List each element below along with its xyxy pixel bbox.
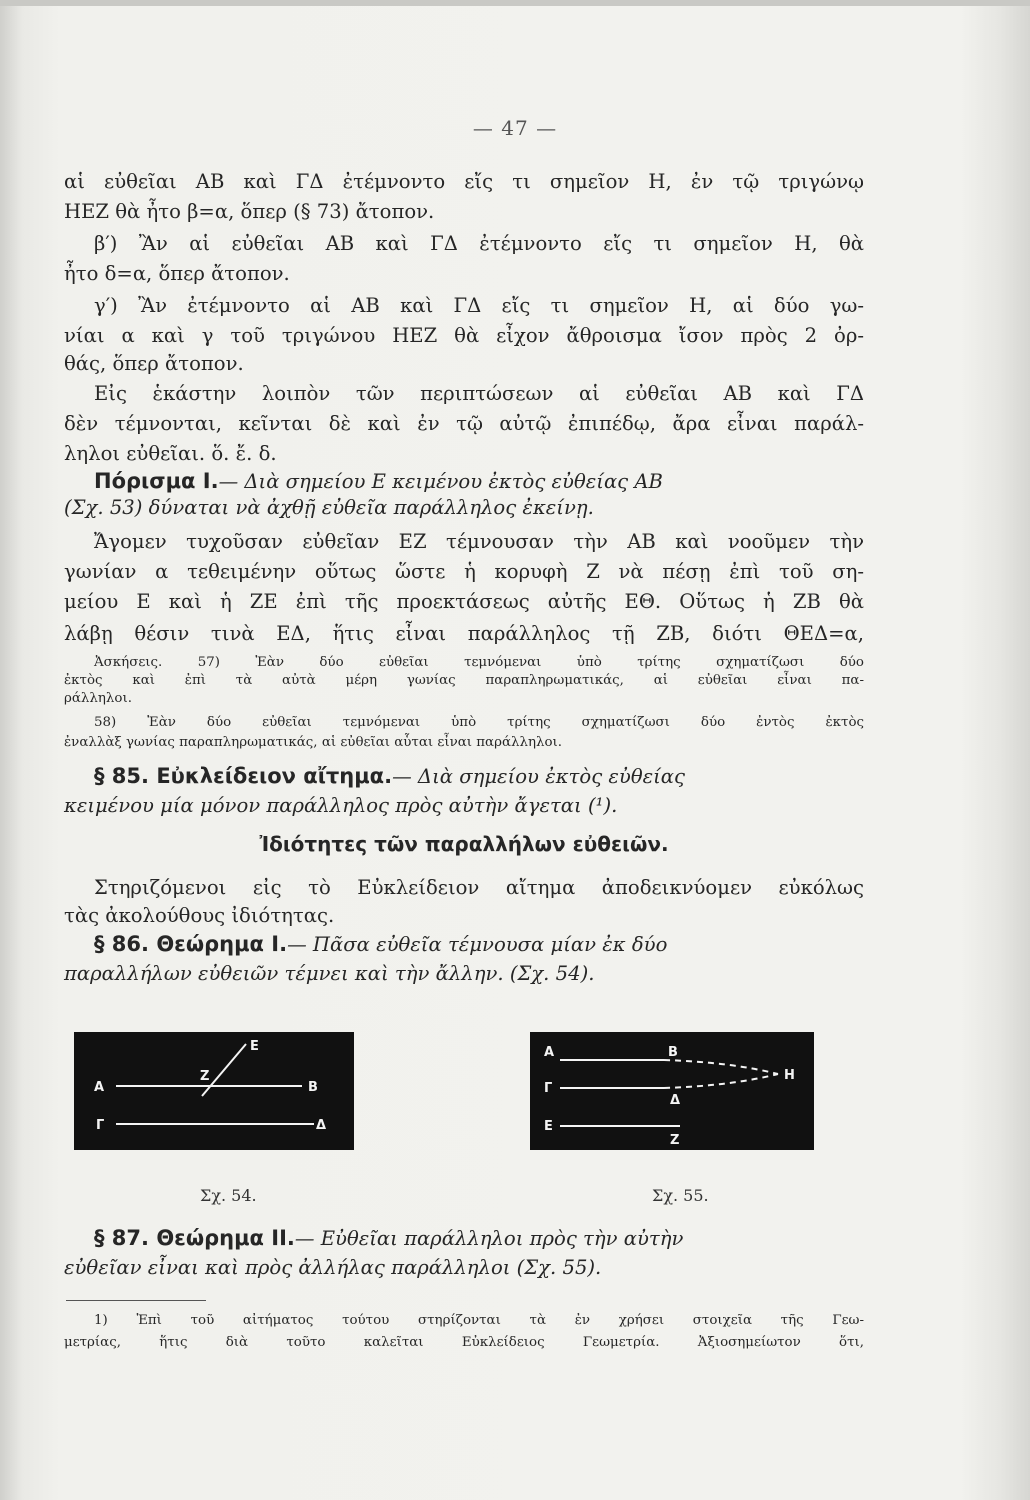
text-line: ΗΕΖ θὰ ἦτο β=α, ὅπερ (§ 73) ἄτοπον. [64, 200, 435, 223]
figure-55 [530, 1032, 814, 1150]
dashed-gd-extension [664, 1074, 778, 1088]
fig54-label-g: Γ [96, 1118, 105, 1133]
s85-label: § 85. Εὐκλείδειον αἴτημα. [94, 764, 393, 788]
exercise-line: Ἀσκήσεις. 57) Ἐὰν δύο εὐθεῖαι τεμνόμεναι ὑπὸ τρίτης σχηματίζωσι δύο [94, 655, 864, 670]
text-line: β′) Ἂν αἱ εὐθεῖαι ΑΒ καὶ ΓΔ ἐτέμνοντο εἴς τι σημεῖον Η, θὰ [94, 232, 864, 255]
exercise-line: 58) Ἐὰν δύο εὐθεῖαι τεμνόμεναι ὑπὸ τρίτης σχηματίζωσι δύο ἐντὸς ἐκτὸς [94, 715, 864, 730]
fig55-label-g: Γ [544, 1081, 553, 1096]
text-line: (Σχ. 53) δύναται νὰ ἀχθῇ εὐθεῖα παράλληλος ἐκείνῃ. [64, 496, 594, 519]
s85-text: — Διὰ σημείου ἐκτὸς εὐθείας [392, 765, 686, 788]
porisma-label: Πόρισμα Ι. [94, 469, 219, 493]
text-line: Εἰς ἑκάστην λοιπὸν τῶν περιπτώσεων αἱ εὐθεῖαι ΑΒ καὶ ΓΔ [94, 382, 864, 405]
s86-heading [94, 932, 864, 957]
porisma-text: — Διὰ σημείου Ε κειμένου ἐκτὸς εὐθείας ΑΒ [218, 470, 663, 493]
exercise-line: ἐναλλὰξ γωνίας παραπληρωματικάς, αἱ εὐθεῖαι αὗται εἶναι παράλληλοι. [64, 735, 563, 750]
fig55-label-h: Η [784, 1068, 795, 1083]
text-line: ἦτο δ=α, ὅπερ ἄτοπον. [64, 262, 290, 285]
porisma-heading [94, 469, 864, 494]
text-line: γωνίαν α τεθειμένην οὕτως ὥστε ἡ κορυφὴ Ζ νὰ πέσῃ ἐπὶ τοῦ ση- [64, 560, 864, 583]
text-line: Στηριζόμενοι εἰς τὸ Εὐκλείδειον αἴτημα ἀποδεικνύομεν εὐκόλως [94, 876, 864, 899]
footnote-rule [66, 1300, 206, 1301]
text-line: μείου Ε καὶ ἡ ΖΕ ἐπὶ τῆς προεκτάσεως αὐτῆς ΕΘ. Οὕτως ἡ ΖΒ θὰ [64, 590, 864, 613]
text-line: αἱ εὐθεῖαι ΑΒ καὶ ΓΔ ἐτέμνοντο εἴς τι σημεῖον Η, ἐν τῷ τριγώνῳ [64, 170, 864, 193]
fig55-label-e: Ε [544, 1119, 553, 1134]
figure-55-drawing [530, 1032, 814, 1150]
page-edge [0, 0, 1030, 6]
text-line: γ′) Ἂν ἐτέμνοντο αἱ ΑΒ καὶ ΓΔ εἴς τι σημεῖον Η, αἱ δύο γω- [94, 294, 864, 317]
text-line: δὲν τέμνονται, κεῖνται δὲ καὶ ἐν τῷ αὐτῷ ἐπιπέδῳ, ἄρα εἶναι παράλ- [64, 412, 864, 435]
text-line: θάς, ὅπερ ἄτοπον. [64, 352, 244, 375]
fig54-label-a: Α [94, 1080, 105, 1095]
text-line: νίαι α καὶ γ τοῦ τριγώνου ΗΕΖ θὰ εἶχον ἄθροισμα ἴσον πρὸς 2 ὀρ- [64, 324, 864, 347]
dashed-ab-extension [664, 1060, 778, 1074]
page-number: — 47 — [472, 116, 558, 140]
s85-heading [94, 764, 864, 789]
figure-54 [74, 1032, 354, 1150]
fig55-label-a: Α [544, 1045, 555, 1060]
fig54-label-d: Δ [316, 1118, 327, 1133]
s87-label: § 87. Θεώρημα ΙΙ. [94, 1226, 295, 1250]
footnote-line: 1) Ἐπὶ τοῦ αἰτήματος τούτου στηρίζονται τὰ ἐν χρήσει στοιχεῖα τῆς Γεω- [94, 1313, 864, 1328]
text-line: τὰς ἀκολούθους ἰδιότητας. [64, 904, 335, 927]
fig55-label-d: Δ [670, 1093, 681, 1108]
exercise-line: ράλληλοι. [64, 691, 132, 706]
fig54-label-b: Β [308, 1080, 318, 1095]
figure-54-drawing [74, 1032, 354, 1150]
figure-55-caption: Σχ. 55. [652, 1186, 709, 1205]
text-line: ληλοι εὐθεῖαι. ὅ. ἔ. δ. [64, 442, 277, 465]
section-title: Ἰδιότητες τῶν παραλλήλων εὐθειῶν. [259, 832, 669, 856]
exercise-line: ἐκτὸς καὶ ἐπὶ τὰ αὐτὰ μέρη γωνίας παραπληρωματικάς, αἱ εὐθεῖαι εἶναι πα- [64, 673, 864, 688]
text-line: εὐθεῖαν εἶναι καὶ πρὸς ἀλλήλας παράλληλοι (Σχ. 55). [64, 1256, 602, 1279]
fig55-label-z: Ζ [670, 1133, 680, 1148]
text-line: Ἄγομεν τυχοῦσαν εὐθεῖαν ΕΖ τέμνουσαν τὴν ΑΒ καὶ νοοῦμεν τὴν [94, 530, 864, 553]
footnote-line: μετρίας, ἥτις διὰ τοῦτο καλεῖται Εὐκλείδειος Γεωμετρία. Ἀξιοσημείωτον ὅτι, [64, 1335, 864, 1350]
text-line: λάβῃ θέσιν τινὰ ΕΔ, ἥτις εἶναι παράλληλος τῇ ΖΒ, διότι ΘΕΔ=α, [64, 622, 864, 645]
s86-label: § 86. Θεώρημα Ι. [94, 932, 288, 956]
text-line: παραλλήλων εὐθειῶν τέμνει καὶ τὴν ἄλλην. (Σχ. 54). [64, 962, 595, 985]
fig54-label-z: Ζ [200, 1069, 210, 1084]
fig54-label-e: Ε [250, 1039, 259, 1054]
fig55-label-b: Β [668, 1045, 678, 1060]
figure-54-caption: Σχ. 54. [200, 1186, 257, 1205]
s86-text: — Πᾶσα εὐθεῖα τέμνουσα μίαν ἐκ δύο [287, 933, 668, 956]
s87-heading [94, 1226, 864, 1251]
s87-text: — Εὐθεῖαι παράλληλοι πρὸς τὴν αὐτὴν [294, 1227, 684, 1250]
text-line: κειμένου μία μόνον παράλληλος πρὸς αὐτὴν ἄγεται (¹). [64, 794, 618, 817]
